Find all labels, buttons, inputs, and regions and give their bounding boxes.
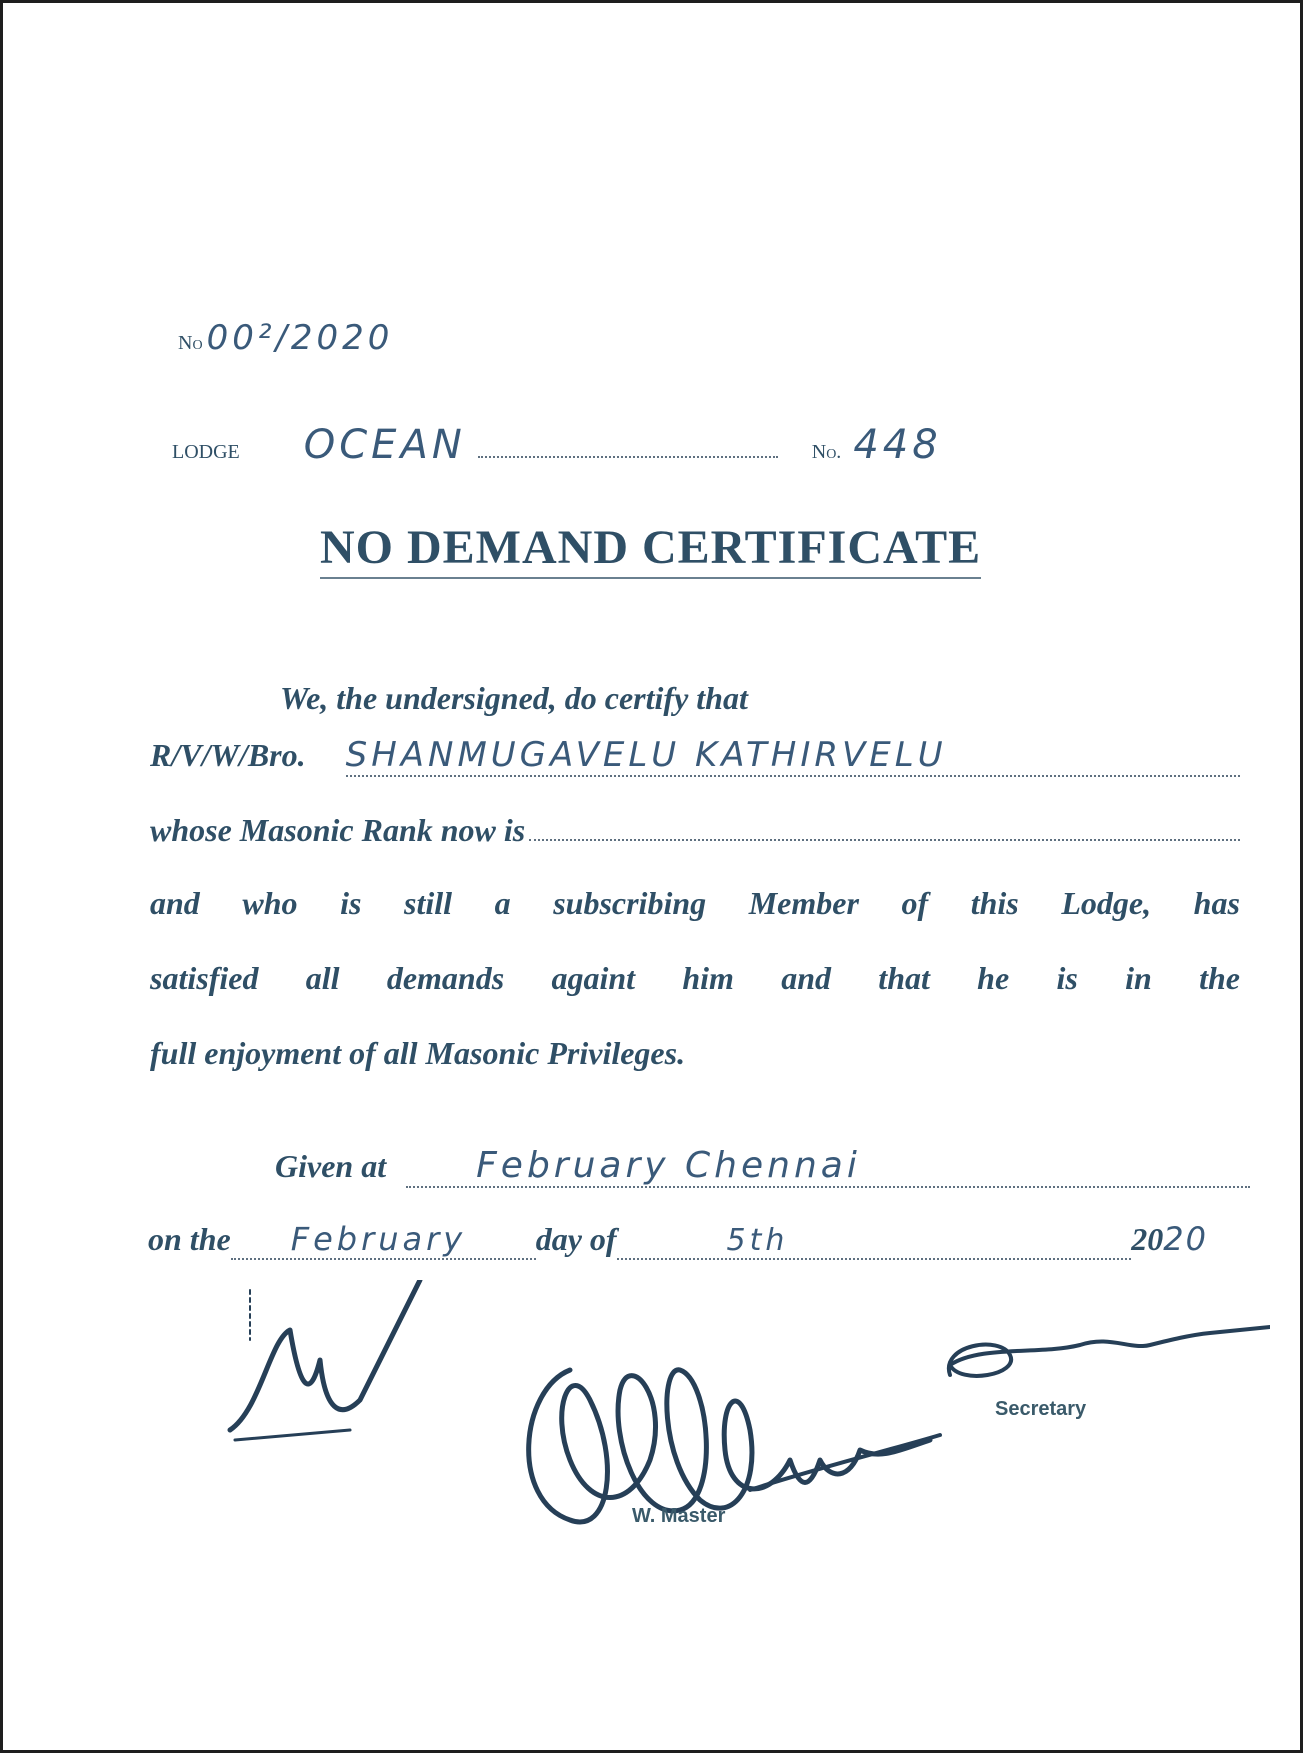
year-handwritten: 20 (1163, 1220, 1208, 1258)
brother-line (150, 735, 1240, 777)
word: that (878, 960, 930, 996)
word: Member (748, 885, 859, 921)
brother-label: R/V/W/Bro. (150, 737, 306, 773)
rank-label: whose Masonic Rank now is (150, 812, 526, 848)
given-at-label: Given at (275, 1148, 387, 1184)
word: this (970, 885, 1019, 921)
word: demands (386, 960, 505, 996)
word: him (682, 960, 734, 996)
lodge-number: 448 (853, 422, 942, 468)
certificate-title: NO DEMAND CERTIFICATE (320, 520, 981, 579)
word: he (977, 960, 1010, 996)
body-line-4 (150, 960, 1240, 997)
brother-name: SHANMUGAVELU KATHIRVELU (346, 735, 1240, 777)
word: is (340, 885, 362, 921)
rank-field (529, 839, 1240, 841)
word: the (1199, 960, 1240, 996)
left-signature (220, 1280, 440, 1480)
day-of-value: 5th (617, 1223, 1132, 1260)
on-the-value: February (231, 1220, 536, 1260)
reference-number (178, 318, 393, 358)
word: all (305, 960, 340, 996)
lodge-name: OCEAN (303, 422, 466, 468)
reference-value: 00²/2020 (206, 318, 394, 358)
body-line-3 (150, 885, 1240, 922)
word: subscribing (553, 885, 707, 921)
intro-text: We, the undersigned, do certify that (280, 680, 748, 716)
privileges-text: full enjoyment of all Masonic Privileges. (150, 1035, 686, 1071)
word: and (150, 885, 200, 921)
given-at-line (275, 1145, 1250, 1188)
master-signature (510, 1340, 960, 1540)
word: againt (551, 960, 636, 996)
word: satisfied (150, 960, 259, 996)
master-caption: W. Master (632, 1505, 726, 1527)
year-printed: 20 (1131, 1221, 1164, 1257)
on-the-label: on the (148, 1221, 231, 1257)
day-of-label: day of (535, 1221, 617, 1257)
lodge-no-label: No. (811, 441, 842, 463)
word: still (404, 885, 453, 921)
lodge-label: LODGE (172, 441, 240, 463)
secretary-caption: Secretary (995, 1398, 1087, 1420)
word: in (1125, 960, 1152, 996)
intro-line (280, 680, 980, 717)
word: of (901, 885, 929, 921)
word: a (494, 885, 511, 921)
reference-label: No (178, 332, 203, 354)
word: and (781, 960, 831, 996)
date-line (148, 1220, 1208, 1260)
secretary-signature (940, 1315, 1270, 1405)
word: who (242, 885, 298, 921)
rank-line (150, 812, 1240, 849)
word: Lodge, (1061, 885, 1152, 921)
lodge-dots (478, 456, 778, 458)
lodge-line (172, 422, 1182, 468)
body-line-5 (150, 1035, 1240, 1072)
word: is (1056, 960, 1078, 996)
word: has (1193, 885, 1240, 921)
given-at-place: February Chennai (406, 1145, 1250, 1188)
